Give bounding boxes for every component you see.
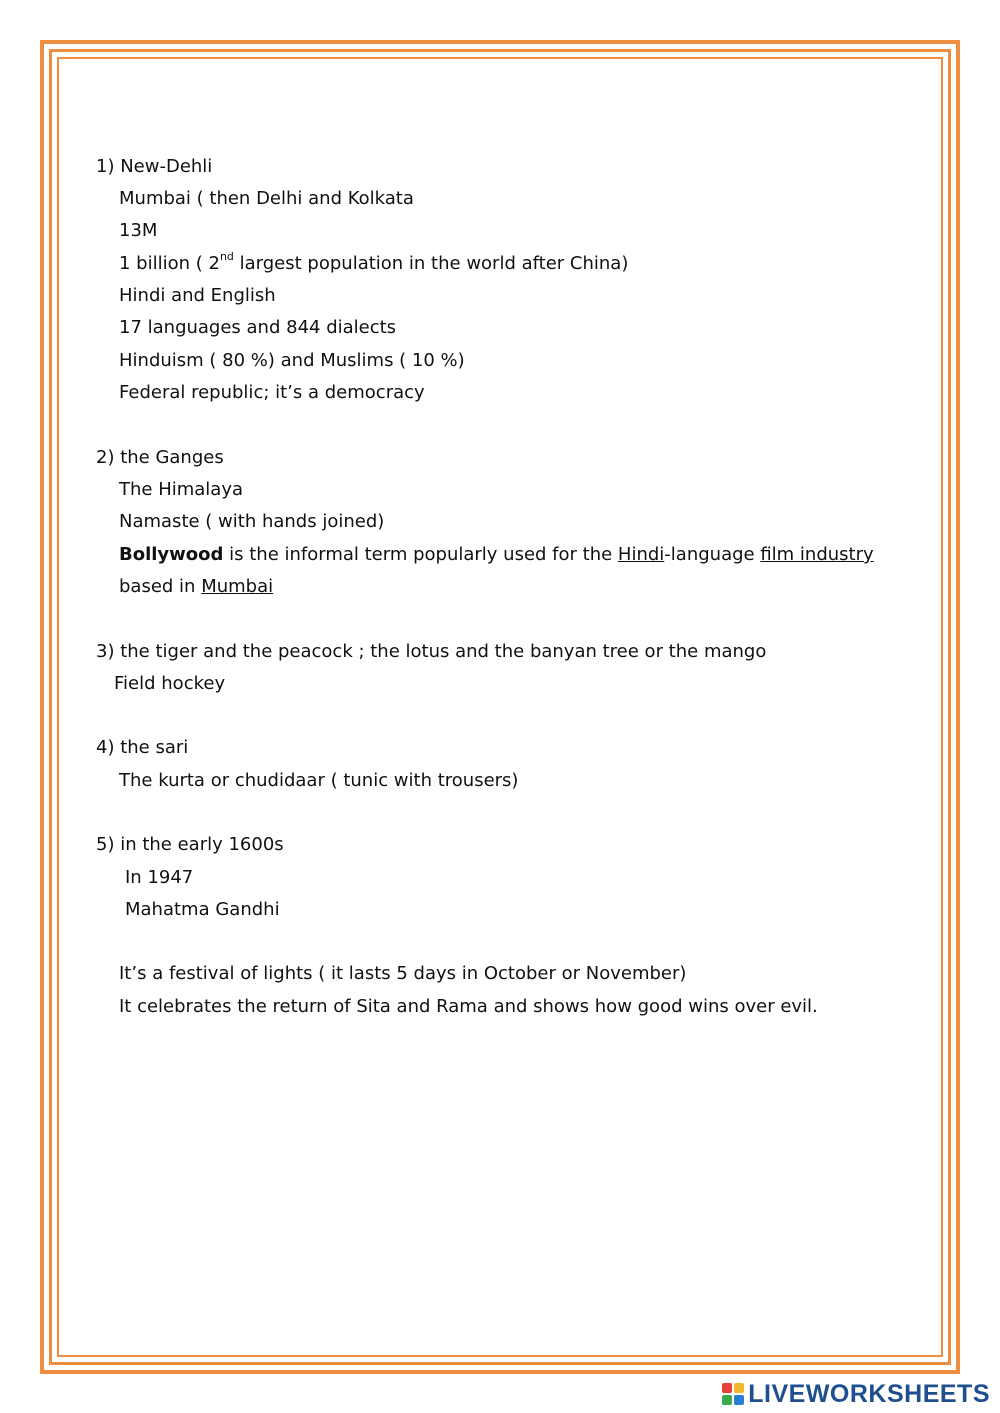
q3-sport: Field hockey (114, 673, 226, 694)
q4-men-clothing: The kurta or chudidaar ( tunic with trousers) (119, 770, 519, 791)
q1-population: 1 billion ( 2nd largest population in the world after China) (119, 250, 629, 274)
q1-languages-count: 17 languages and 844 dialects (119, 317, 397, 338)
bollywood-term: Bollywood (119, 544, 224, 565)
q2-greeting: Namaste ( with hands joined) (119, 511, 385, 532)
q2-bollywood: Bollywood is the informal term popularly used for the Hindi-language film industry (119, 544, 874, 565)
q1-capital: 1) New-Dehli (96, 156, 213, 177)
brand-wordmark: LIVEWORKSHEETS (748, 1379, 990, 1408)
q2-bollywood-city: based in Mumbai (119, 576, 274, 597)
q2-river: 2) the Ganges (96, 447, 224, 468)
q5-british-arrival: 5) in the early 1600s (96, 834, 284, 855)
link-film-industry[interactable]: film industry (760, 544, 874, 565)
q5-festival-meaning: It celebrates the return of Sita and Rama and shows how good wins over evil. (119, 996, 818, 1017)
liveworksheets-brand (722, 1379, 990, 1409)
q1-religions: Hinduism ( 80 %) and Muslims ( 10 %) (119, 350, 465, 371)
q1-largest-city: Mumbai ( then Delhi and Kolkata (119, 188, 414, 209)
q5-festival-description: It’s a festival of lights ( it lasts 5 days in October or November) (119, 963, 687, 984)
link-mumbai[interactable]: Mumbai (201, 576, 274, 597)
q5-leader: Mahatma Gandhi (125, 899, 280, 920)
q2-mountains: The Himalaya (119, 479, 244, 500)
link-hindi[interactable]: Hindi (617, 544, 665, 565)
q3-animals-plants: 3) the tiger and the peacock ; the lotus and the banyan tree or the mango (96, 641, 767, 662)
q1-official-languages: Hindi and English (119, 285, 276, 306)
liveworksheets-logo-icon (722, 1383, 744, 1405)
q4-women-clothing: 4) the sari (96, 737, 189, 758)
q1-city-population: 13M (119, 220, 158, 241)
q5-independence: In 1947 (125, 867, 194, 888)
q1-government: Federal republic; it’s a democracy (119, 382, 425, 403)
